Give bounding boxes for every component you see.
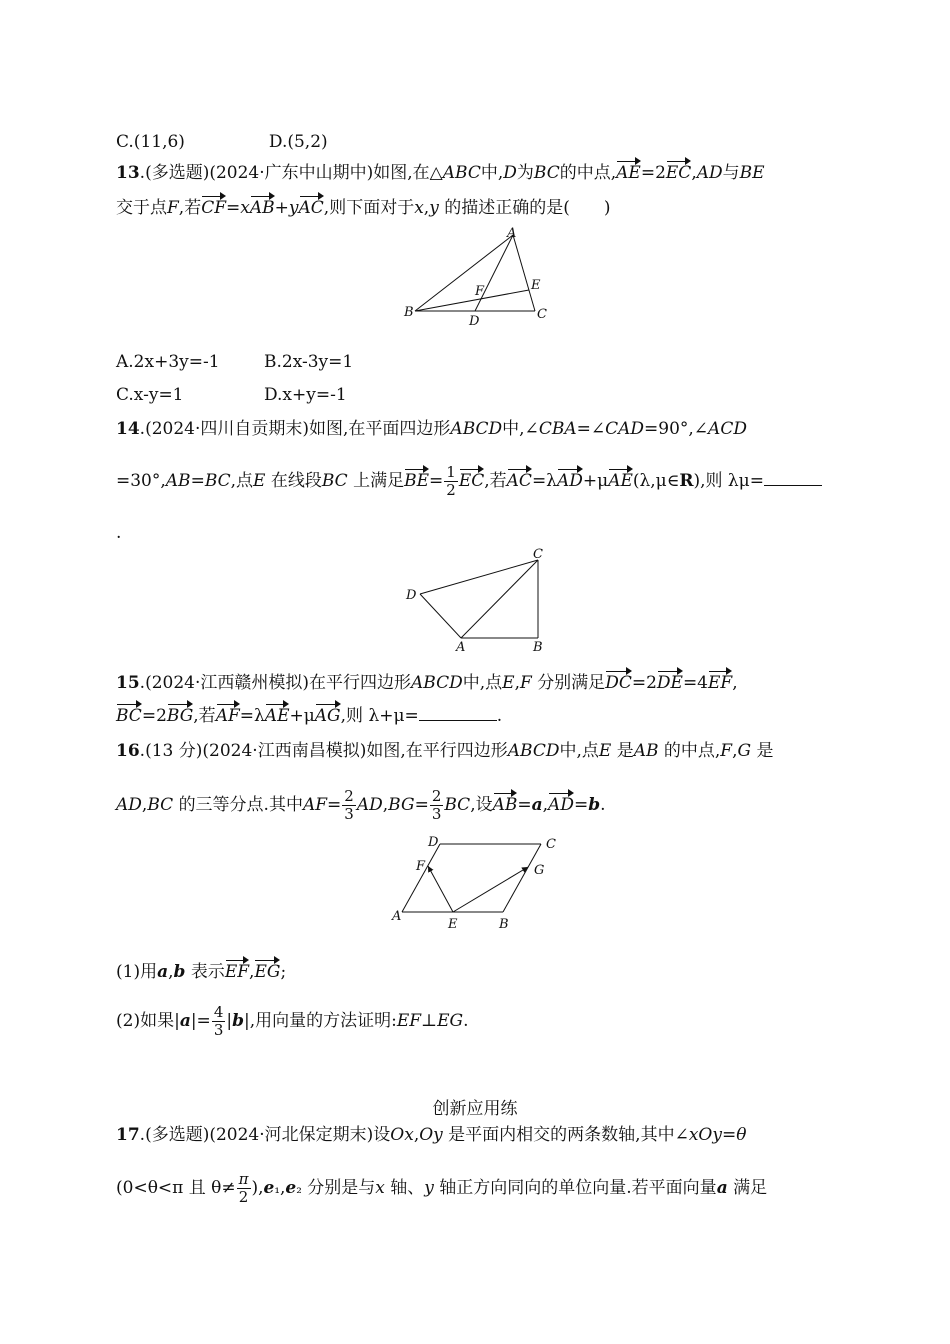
q13-figure <box>395 222 560 330</box>
q16-label-b: B <box>499 917 509 932</box>
q14-text: 点 <box>236 471 254 491</box>
q16-sub1: (1)用a,b 表示EF,EG; <box>116 962 287 982</box>
q13-label-f: F <box>475 284 485 299</box>
q13-text: 如图,在△ <box>373 163 443 183</box>
q13-line2: 交于点F,若CF=xAB+yAC,则下面对于x,y 的描述正确的是( ) <box>116 198 611 218</box>
q14-text: 在线段 <box>270 471 322 491</box>
q17-text: 轴正方向同向的单位向量.若平面向量 <box>439 1178 717 1198</box>
q13-tag: (多选题) <box>145 163 210 183</box>
q15-number: 15 <box>116 673 140 693</box>
q14-text: =∠ <box>576 419 606 439</box>
q13-text: 中, <box>480 163 504 183</box>
q16-line1: 16.(13 分)(2024·江西南昌模拟)如图,在平行四边形ABCD中,点E 是AB 的中点,F,G 是 <box>116 741 774 761</box>
q13-text: 的中点, <box>559 163 617 183</box>
q13-text: 交于点 <box>116 198 167 218</box>
q14-text: =30°, <box>116 471 166 491</box>
q14-line1: 14.(2024·四川自贡期末)如图,在平面四边形ABCD中,∠CBA=∠CAD=90°,∠ACD <box>116 419 747 439</box>
q16-text: 表示 <box>190 962 225 982</box>
q16-figure <box>388 832 568 932</box>
q14-line2: =30°,AB=BC,点E 在线段BC 上满足BE= $\frac{1}{2}$ EC,若AC=λAD+μAE(λ,μ∈R),则 λμ= <box>116 464 822 499</box>
q14-text: (λ,μ∈ <box>632 471 680 491</box>
q16-text: ,设 <box>470 795 493 815</box>
q16-text: 的三等分点.其中 <box>178 795 303 815</box>
q13-text: ,若 <box>178 198 202 218</box>
q16-text: 是 <box>616 741 634 761</box>
q14-text: ),则 λμ= <box>693 471 764 491</box>
q13-option-c: C.x-y=1 <box>116 385 184 405</box>
q14-label-c: C <box>533 547 543 562</box>
q14-segment-da <box>420 594 461 638</box>
q14-segment-dc <box>420 560 538 594</box>
q17-source: (2024·河北保定期末) <box>209 1125 374 1145</box>
q15-text: . <box>496 706 503 726</box>
q14-label-a: A <box>456 640 466 655</box>
q17-text: 设 <box>373 1125 391 1145</box>
q13-text: 为 <box>516 163 534 183</box>
q16-text: 是 <box>756 741 774 761</box>
q16-text: |,用向量的方法证明: <box>243 1011 397 1031</box>
q16-text: (2)如果| <box>116 1011 180 1031</box>
q13-options-cd <box>116 384 347 406</box>
q15-text: ,则 λ+μ= <box>340 706 419 726</box>
q13-text: 与 <box>722 163 740 183</box>
q13-label-e: E <box>531 278 541 293</box>
q15-source: (2024·江西赣州模拟) <box>145 673 310 693</box>
q16-sub2: (2)如果|a|= $\frac{4}{3}$ |b|,用向量的方法证明:EF⊥EG. <box>116 1003 469 1039</box>
q15-line2: BC=2BG,若AF=λAE+μAG,则 λ+μ= . <box>116 706 503 726</box>
q17-line1: 17.(多选题)(2024·河北保定期末)设Ox,Oy 是平面内相交的两条数轴,其中∠xOy=θ <box>116 1125 747 1145</box>
q16-line2: AD,BC 的三等分点.其中AF= $\frac{2}{3}$ AD,BG= $\frac{2}{3}$ BC,设AB=a,AD=b. <box>116 787 606 823</box>
q16-number: 16 <box>116 741 140 761</box>
q13-option-a: A.2x+3y=-1 <box>116 352 220 372</box>
q14-label-b: B <box>533 640 543 655</box>
q13-label-d: D <box>469 314 480 329</box>
q13-source: (2024·广东中山期中) <box>209 163 374 183</box>
q16-label-f: F <box>416 859 426 874</box>
q16-score: (13 分) <box>145 741 203 761</box>
q17-number: 17 <box>116 1125 140 1145</box>
q14-text: 中,∠ <box>502 419 539 439</box>
q13-label-a: A <box>507 226 517 241</box>
q14-segment-ac <box>461 560 538 638</box>
q13-segment-ba <box>415 235 513 311</box>
q16-text: 的中点, <box>663 741 721 761</box>
q16-text: 中,点 <box>559 741 599 761</box>
q14-answer-blank[interactable] <box>764 485 822 486</box>
q16-vector-eg <box>453 867 528 912</box>
q14-text: =90°,∠ <box>644 419 709 439</box>
q13-label-b: B <box>404 305 414 320</box>
q14-text: 如图,在平面四边形 <box>309 419 451 439</box>
q17-tag: (多选题) <box>145 1125 210 1145</box>
q14-line3: . <box>116 523 122 543</box>
q13-option-b: B.2x-3y=1 <box>264 352 354 372</box>
q13-text: ,则下面对于 <box>323 198 415 218</box>
q16-text: (1)用 <box>116 962 158 982</box>
q13-line1: 13.(多选题)(2024·广东中山期中)如图,在△ABC中,D为BC的中点,AE=2EC,AD与BE <box>116 163 765 183</box>
q17-text: 满足 <box>733 1178 768 1198</box>
q16-label-g: G <box>534 863 545 878</box>
q16-label-d: D <box>428 835 439 850</box>
q17-text: 是平面内相交的两条数轴,其中∠ <box>448 1125 689 1145</box>
q17-text: 轴、 <box>390 1178 425 1198</box>
q17-text: 分别是与 <box>307 1178 376 1198</box>
q16-source: (2024·江西南昌模拟) <box>202 741 367 761</box>
q16-label-e: E <box>448 917 458 932</box>
q15-answer-blank[interactable] <box>419 720 497 721</box>
q16-label-c: C <box>546 837 556 852</box>
prev-option-d: D.(5,2) <box>268 132 328 152</box>
q17-text: (0<θ<π 且 θ≠ <box>116 1178 236 1198</box>
q13-text: 的描述正确的是( ) <box>444 198 611 218</box>
q13-options-ab <box>116 351 353 373</box>
prev-options <box>116 131 328 153</box>
q15-text: ,若 <box>193 706 216 726</box>
q15-line1: 15.(2024·江西赣州模拟)在平行四边形ABCD中,点E,F 分别满足DC=2DE=4EF, <box>116 673 738 693</box>
q15-text: 中,点 <box>462 673 503 693</box>
q14-label-d: D <box>406 588 417 603</box>
prev-option-c: C.(11,6) <box>116 132 185 152</box>
q14-source: (2024·四川自贡期末) <box>145 419 310 439</box>
q13-segment-ad <box>475 235 513 311</box>
q16-vector-ef <box>428 866 453 912</box>
q13-label-c: C <box>537 307 547 322</box>
q13-option-d: D.x+y=-1 <box>264 385 347 405</box>
q13-segment-be <box>415 290 529 311</box>
q14-text: 上满足 <box>353 471 405 491</box>
q16-text: 如图,在平行四边形 <box>366 741 508 761</box>
q13-number: 13 <box>116 163 140 183</box>
q13-segment-ac <box>513 235 535 311</box>
q15-text: 分别满足 <box>537 673 606 693</box>
q15-text: 在平行四边形 <box>309 673 412 693</box>
q17-line2: (0<θ<π 且 θ≠ $\frac{\pi}{2}$ ),e₁,e₂ 分别是与x 轴、y 轴正方向同向的单位向量.若平面向量a 满足 <box>116 1170 768 1206</box>
q16-label-a: A <box>392 909 402 924</box>
section-title: 创新应用练 <box>432 1099 518 1119</box>
q14-figure <box>398 543 558 655</box>
q14-number: 14 <box>116 419 140 439</box>
q14-text: ,若 <box>484 471 507 491</box>
